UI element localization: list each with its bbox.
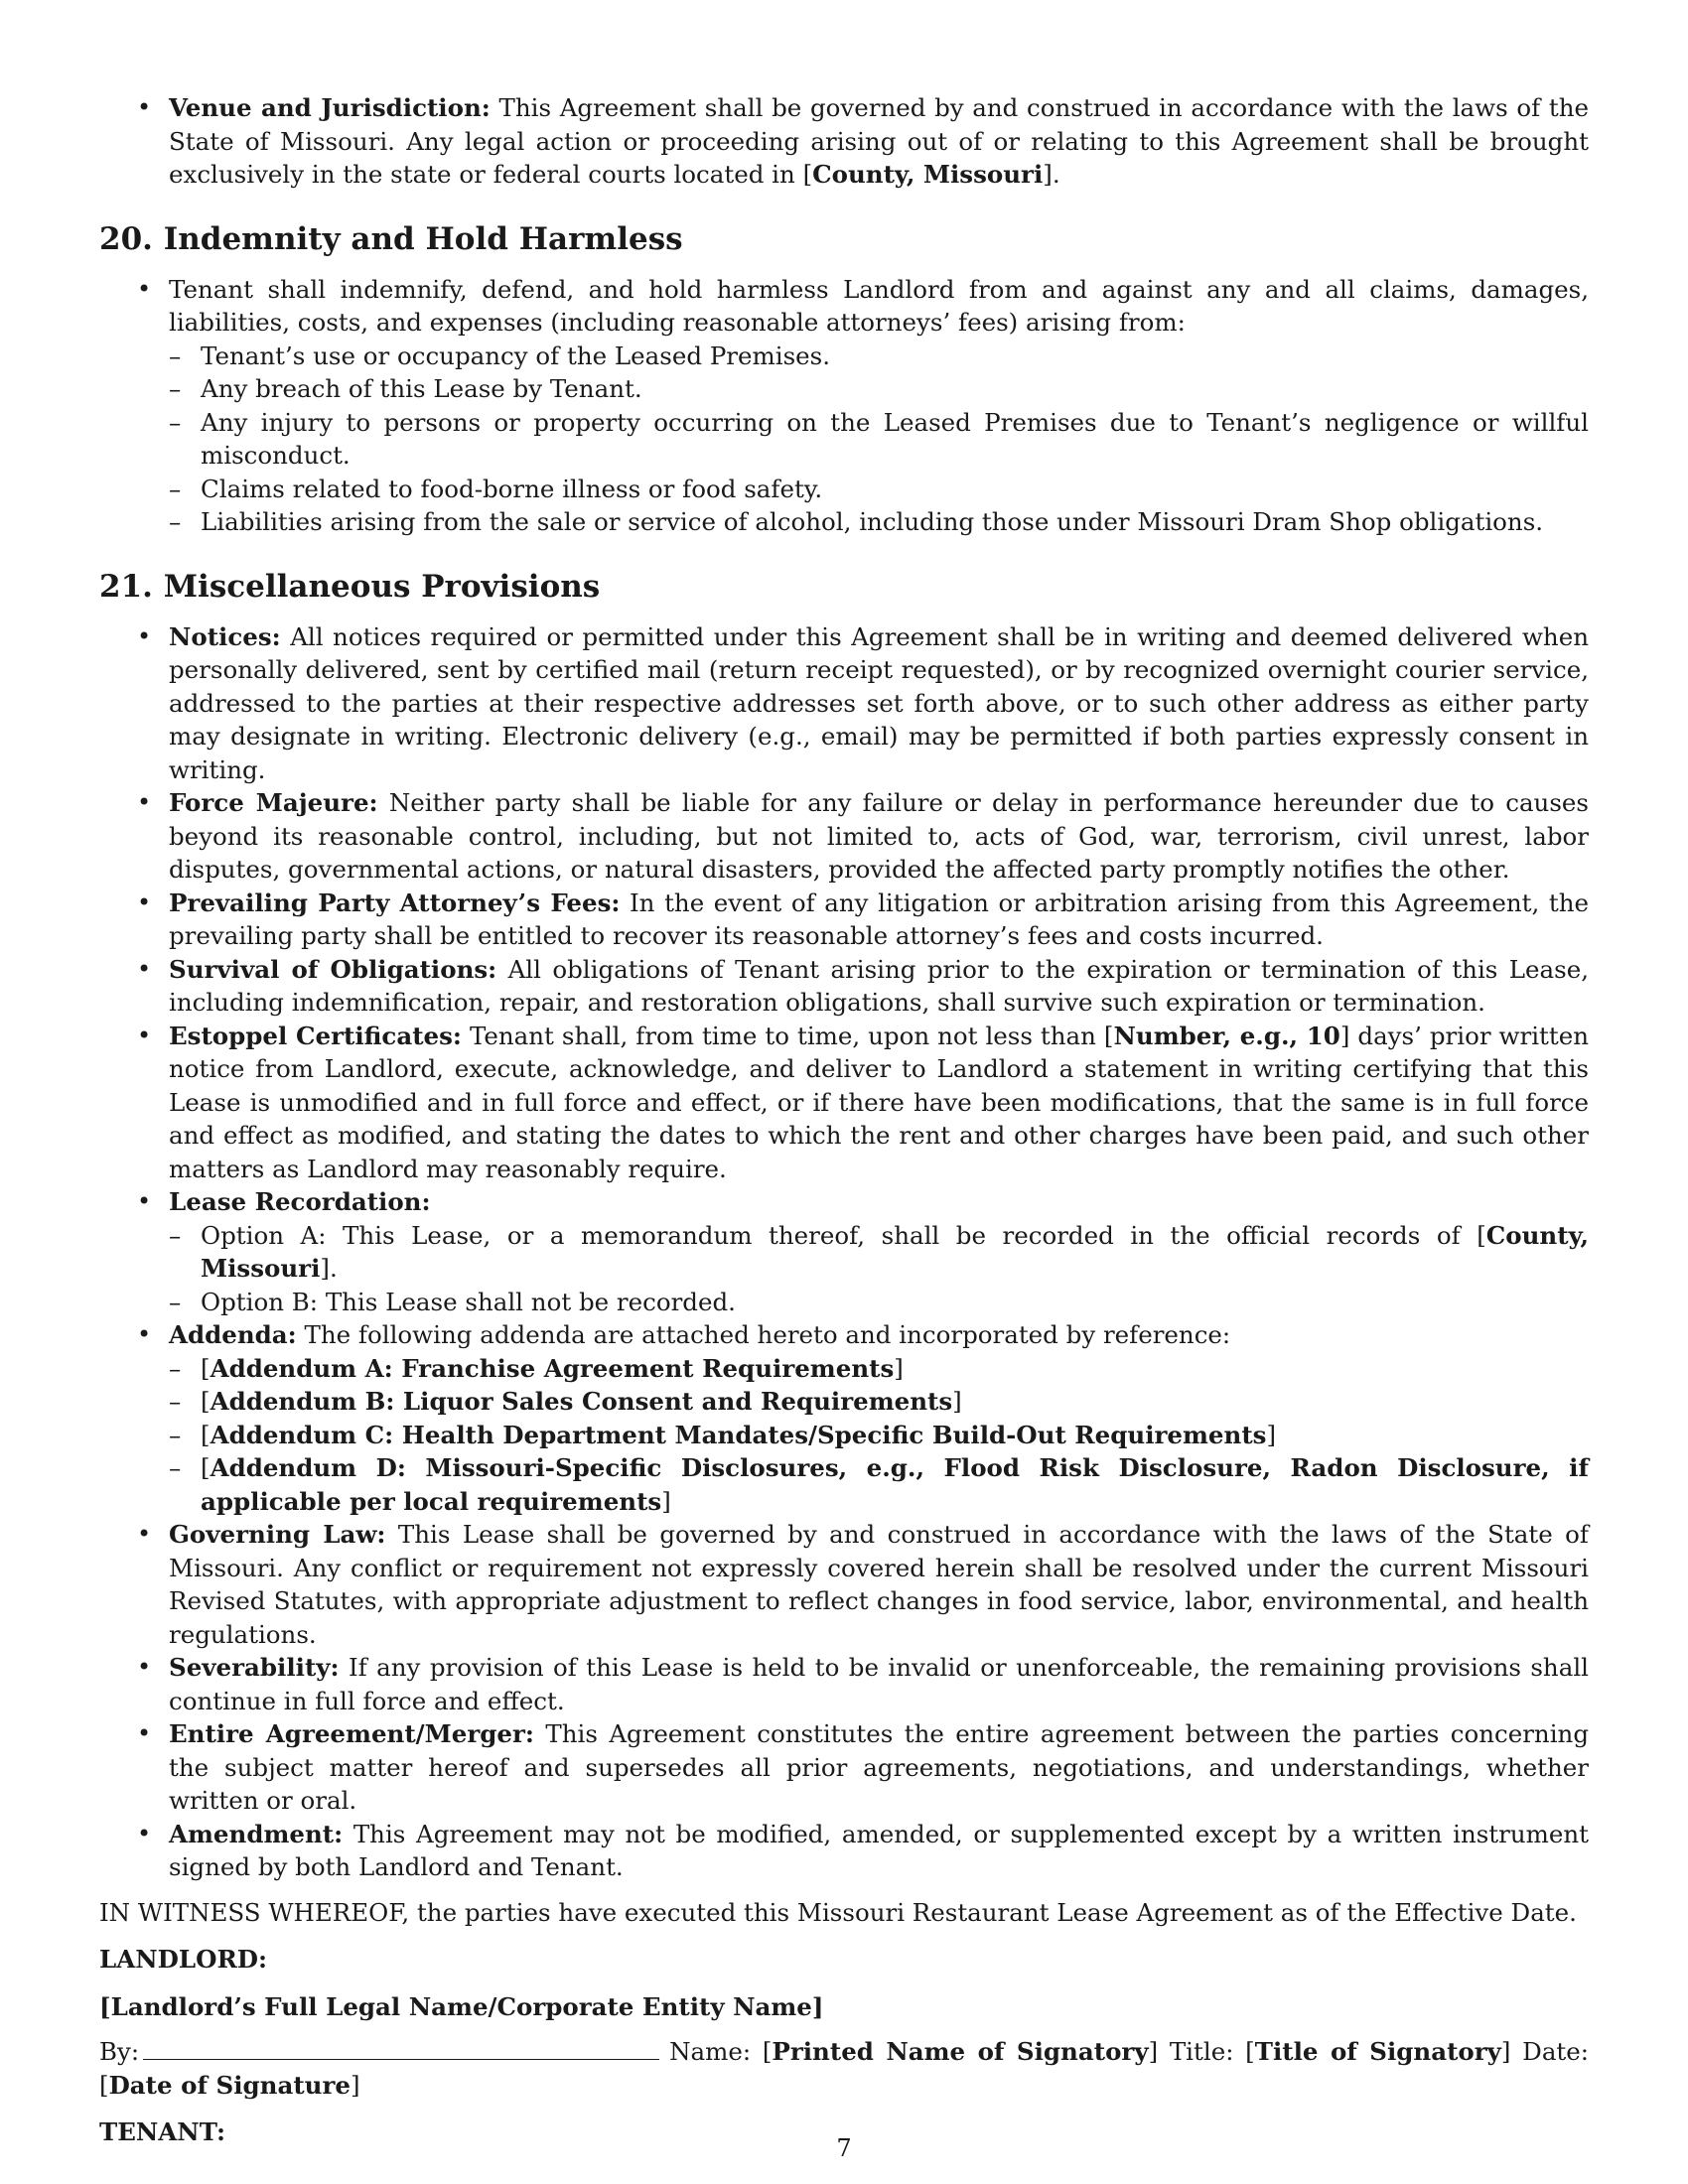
signature-blank[interactable] [143, 2035, 659, 2060]
addendum-item: – [Addendum C: Health Department Mandates/Specific Build-Out Requirements] [169, 1419, 1589, 1452]
amendment-text: This Agreement may not be modified, amended, or supplemented except by a written instrument signed by both Landlord and Tenant. [169, 1819, 1589, 1881]
estoppel-text-cont: ] days’ prior written notice from Landlord, execute, acknowledge, and deliver to Landlord a statement in writing certifying that this Lease is unmodified and in full force and effect, or if there have been modifications, that the same is in full force and effect as modified, and stating the dates to which the rent and other charges have been paid, and such other matters as Landlord may reasonably require. [169, 1021, 1590, 1183]
amendment-item [99, 1818, 1589, 1884]
recordation-label: Lease Recordation: [169, 1187, 431, 1216]
witness-statement: IN WITNESS WHEREOF, the parties have executed this Missouri Restaurant Lease Agreement as of the Effective Date. [99, 1897, 1577, 1927]
indemnity-item [99, 273, 1589, 539]
addendum-c: Addendum C: Health Department Mandates/Specific Build-Out Requirements [210, 1420, 1267, 1449]
addendum-item: – [Addendum B: Liquor Sales Consent and Requirements] [169, 1385, 1589, 1419]
entire-agreement-text: This Agreement constitutes the entire agreement between the parties concerning the subject matter hereof and supersedes all prior agreements, negotiations, and understandings, whether written or oral. [169, 1719, 1589, 1815]
option-a-text: Option A: This Lease, or a memorandum thereof, shall be recorded in the official records of [ [201, 1220, 1486, 1250]
attorney-fees-label: Prevailing Party Attorney’s Fees: [169, 887, 621, 917]
notices-label: Notices: [169, 621, 281, 651]
addendum-item: – [Addendum D: Missouri-Specific Disclosures, e.g., Flood Risk Disclosure, Radon Disclosure, if applicable per local requirements] [169, 1451, 1589, 1518]
venue-list [99, 91, 1589, 192]
recordation-option-b: – Option B: This Lease shall not be recorded. [169, 1286, 1589, 1319]
indemnity-subitem: – Any injury to persons or property occurring on the Leased Premises due to Tenant’s negligence or willful misconduct. [169, 406, 1589, 473]
recordation-item [99, 1185, 1589, 1318]
name-placeholder: Printed Name of Signatory [772, 2037, 1149, 2066]
addendum-a: Addendum A: Franchise Agreement Requirements [210, 1353, 895, 1383]
estoppel-label: Estoppel Certificates: [169, 1021, 462, 1050]
option-a-end: ]. [320, 1254, 338, 1283]
page-number: 7 [836, 2134, 852, 2162]
severability-item [99, 1651, 1589, 1717]
estoppel-placeholder: Number, e.g., 10 [1113, 1021, 1340, 1050]
date-placeholder: Date of Signature [108, 2070, 351, 2100]
title-placeholder: Title of Signatory [1254, 2037, 1501, 2066]
addenda-sublist [169, 1352, 1589, 1519]
signature-line: By: Name: [Printed Name of Signatory] Title: [Title of Signatory] Date: [Date of Signature] [99, 2037, 1590, 2100]
section-21-heading: 21. Miscellaneous Provisions [99, 568, 601, 605]
indemnity-subitem: – Tenant’s use or occupancy of the Leased Premises. [169, 340, 1589, 373]
section-20-heading: 20. Indemnity and Hold Harmless [99, 220, 683, 257]
amendment-label: Amendment: [169, 1819, 344, 1848]
indemnity-subitem: – Any breach of this Lease by Tenant. [169, 372, 1589, 406]
force-majeure-item [99, 786, 1589, 887]
indemnity-subitem: – Claims related to food-borne illness or food safety. [169, 473, 1589, 506]
indemnity-subitem: – Liabilities arising from the sale or service of alcohol, including those under Missouri Dram Shop obligations. [169, 505, 1589, 539]
notices-text: All notices required or permitted under this Agreement shall be in writing and deemed delivered when personally delivered, sent by certified mail (return receipt requested), or by recognized overnight courier service, addressed to the parties at their respective addresses set forth above, or to such other address as either party may designate in writing. Electronic delivery (e.g., email) may be permitted if both parties expressly consent in writing. [169, 621, 1589, 784]
governing-law-item [99, 1518, 1589, 1651]
addenda-label: Addenda: [169, 1320, 297, 1349]
tenant-heading: TENANT: [99, 2117, 226, 2146]
estoppel-text: Tenant shall, from time to time, upon not less than [ [461, 1021, 1114, 1050]
option-a-placeholder: County, Missouri [201, 1220, 1589, 1283]
severability-label: Severability: [169, 1653, 340, 1682]
section-20-list [99, 273, 1589, 539]
name-label: Name: [669, 2037, 763, 2066]
addenda-text: The following addenda are attached hereto and incorporated by reference: [296, 1320, 1231, 1349]
document-page [99, 91, 1589, 2149]
severability-text: If any provision of this Lease is held to be invalid or unenforceable, the remaining provisions shall continue in full force and effect. [169, 1653, 1589, 1715]
recordation-sublist [169, 1219, 1589, 1319]
attorney-fees-text: In the event of any litigation or arbitration arising from this Agreement, the prevailing party shall be entitled to recover its reasonable attorney’s fees and costs incurred. [169, 887, 1589, 950]
landlord-heading: LANDLORD: [99, 1945, 268, 1974]
venue-end: ]. [1043, 160, 1060, 189]
landlord-name: [Landlord’s Full Legal Name/Corporate Entity Name] [99, 1991, 824, 2021]
notices-item [99, 620, 1589, 787]
venue-placeholder: County, Missouri [812, 160, 1044, 189]
attorney-fees-item [99, 887, 1589, 953]
title-label: Title: [1158, 2037, 1246, 2066]
addendum-d: Addendum D: Missouri-Specific Disclosures, e.g., Flood Risk Disclosure, Radon Disclosure, if applicable per local requirements [201, 1453, 1589, 1516]
section-21-list [99, 620, 1589, 1884]
estoppel-item [99, 1020, 1589, 1186]
force-majeure-label: Force Majeure: [169, 788, 378, 817]
force-majeure-text: Neither party shall be liable for any failure or delay in performance hereunder due to causes beyond its reasonable control, including, but not limited to, acts of God, war, terrorism, civil unrest, labor disputes, governmental actions, or natural disasters, provided the affected party promptly notifies the other. [169, 788, 1589, 884]
addenda-item [99, 1318, 1589, 1518]
survival-text: All obligations of Tenant arising prior to the expiration or termination of this Lease, including indemnification, repair, and restoration obligations, shall survive such expiration or termination. [169, 954, 1589, 1017]
by-label: By: [99, 2037, 140, 2066]
recordation-option-a [169, 1219, 1589, 1286]
governing-law-label: Governing Law: [169, 1520, 386, 1549]
survival-item [99, 953, 1589, 1020]
addendum-item: – [Addendum A: Franchise Agreement Requirements] [169, 1352, 1589, 1386]
venue-label: Venue and Jurisdiction: [169, 93, 491, 122]
indemnity-intro: Tenant shall indemnify, defend, and hold harmless Landlord from and against any and all claims, damages, liabilities, costs, and expenses (including reasonable attorneys’ fees) arising from: [169, 274, 1589, 337]
entire-agreement-item [99, 1717, 1589, 1818]
governing-law-text: This Lease shall be governed by and construed in accordance with the laws of the State of Missouri. Any conflict or requirement not expressly covered herein shall be resolved under the current Missouri Revised Statutes, with appropriate adjustment to reflect changes in food service, labor, environmental, and health regulations. [169, 1520, 1589, 1649]
addendum-b: Addendum B: Liquor Sales Consent and Requirements [210, 1387, 953, 1416]
venue-item [99, 91, 1589, 192]
entire-agreement-label: Entire Agreement/Merger: [169, 1719, 534, 1748]
venue-text: This Agreement shall be governed by and construed in accordance with the laws of the State of Missouri. Any legal action or proceeding arising out of or relating to this Agreement shall be brought exclusively in the state or federal courts located in [ [169, 93, 1589, 189]
indemnity-sublist [169, 340, 1589, 539]
date-label: Date: [1510, 2037, 1590, 2066]
survival-label: Survival of Obligations: [169, 954, 497, 984]
